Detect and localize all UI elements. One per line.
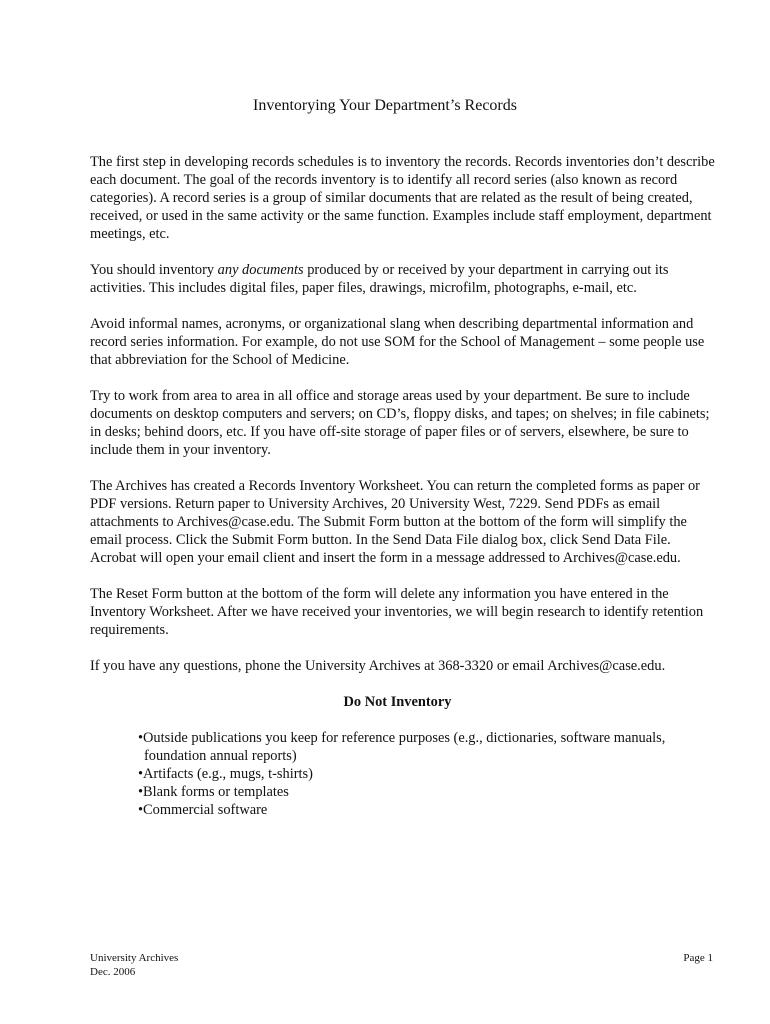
list-item: •Commercial software	[138, 802, 268, 818]
document-body	[90, 153, 715, 819]
paragraph-inventory-scope-rest: produced by or received by your department in carrying out its activities. This includes digital files, paper files, drawings, microfilm, photographs, e-mail, etc.	[90, 262, 669, 296]
emphasis-any-documents: any documents	[217, 262, 304, 278]
footer-date: Dec. 2006	[90, 966, 136, 978]
paragraph-reset-form: The Reset Form button at the bottom of the form will delete any information you have entered in the Inventory Worksheet. After we have received your inventories, we will begin research to identify retention requirements.	[90, 586, 704, 638]
section-heading-do-not-inventory: Do Not Inventory	[343, 694, 452, 710]
do-not-inventory-list	[90, 729, 715, 819]
paragraph-naming: Avoid informal names, acronyms, or organizational slang when describing departmental information and record series information. For example, do not use SOM for the School of Management – some people use that abbreviation for the School of Medicine.	[90, 316, 705, 368]
footer-org-info	[90, 951, 178, 979]
paragraph-inventory-scope-lead: You should inventory	[90, 262, 218, 278]
paragraph-contact-end: .	[661, 658, 666, 674]
footer-org: University Archives	[90, 952, 179, 964]
paragraph-areas: Try to work from area to area in all office and storage areas used by your department. Be sure to include documents on desktop computers and servers; on CD’s, floppy disks, and tapes; on shelves; in file cabinets; in desks; behind doors, etc. If you have off-site storage of paper files or of servers, elsewhere, be sure to include them in your inventory.	[90, 388, 710, 458]
paragraph-inventory-scope	[90, 261, 715, 297]
email-link[interactable]: Archives@case.edu	[547, 658, 662, 674]
list-item: •Outside publications you keep for reference purposes (e.g., dictionaries, software manuals, foundation annual reports)	[138, 730, 666, 764]
list-item: •Blank forms or templates	[138, 784, 289, 800]
page-number: Page 1	[683, 952, 713, 964]
paragraph-worksheet: The Archives has created a Records Inventory Worksheet. You can return the completed forms as paper or PDF versions. Return paper to University Archives, 20 University West, 7229. Send PDFs as email attachments to Archives@case.edu. The Submit Form button at the bottom of the form will simplify the email process. Click the Submit Form button. In the Send Data File dialog box, click Send Data File. Acrobat will open your email client and insert the form in a message addressed to Archives@case.edu.	[90, 478, 700, 566]
page-title: Inventorying Your Department’s Records	[253, 97, 517, 114]
list-item: •Artifacts (e.g., mugs, t-shirts)	[138, 766, 313, 782]
paragraph-contact-lead: If you have any questions, phone the University Archives at 368-3320 or email	[90, 658, 548, 674]
paragraph-contact	[90, 657, 715, 675]
paragraph-intro: The first step in developing records schedules is to inventory the records. Records inventories don’t describe each document. The goal of the records inventory is to identify all record series (also known as record categories). A record series is a group of similar documents that are related as the result of being created, received, or used in the same activity or the same function. Examples include staff employment, department meetings, etc.	[90, 154, 715, 242]
